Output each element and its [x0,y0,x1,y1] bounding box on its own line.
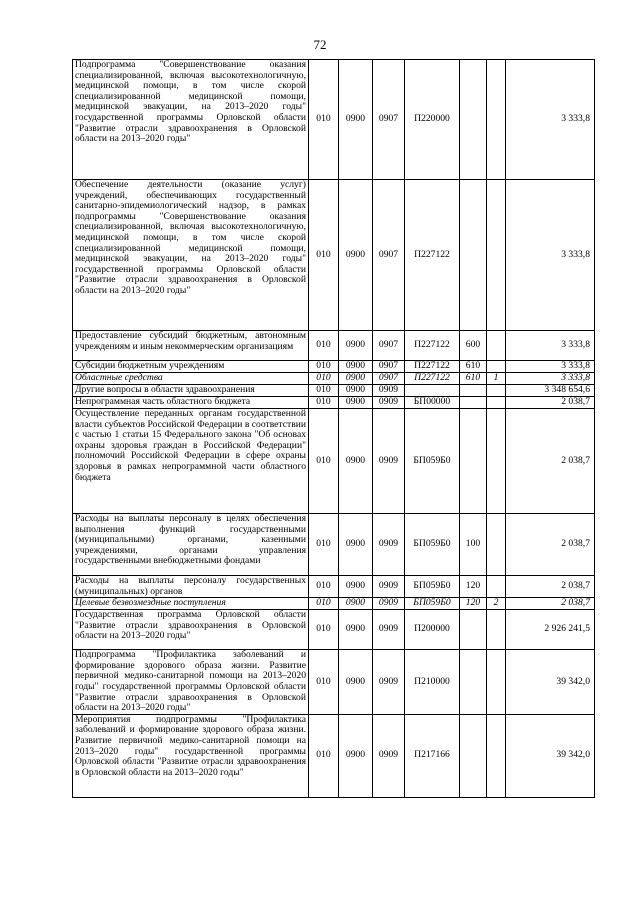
section-code: 0900 [339,373,373,385]
ministry-code: 010 [309,60,339,180]
subsection-code: 0907 [373,373,405,385]
target-article-code: БП059Б0 [405,514,460,576]
target-article-code: П210000 [405,650,460,715]
table-row [73,331,595,361]
section-code: 0900 [339,60,373,180]
ministry-code: 010 [309,385,339,397]
amount-value: 2 038,7 [506,598,595,610]
funding-source-code [487,409,506,514]
ministry-code: 010 [309,576,339,598]
ministry-code: 010 [309,514,339,576]
section-code: 0900 [339,409,373,514]
expense-type-code [460,60,487,180]
funding-source-code [487,714,506,797]
expense-type-code: 610 [460,373,487,385]
table-row [73,361,595,373]
amount-value: 2 038,7 [506,409,595,514]
ministry-code: 010 [309,598,339,610]
target-article-code [405,385,460,397]
expense-type-code [460,385,487,397]
section-code: 0900 [339,598,373,610]
subsection-code: 0907 [373,180,405,331]
ministry-code: 010 [309,610,339,650]
subsection-code: 0909 [373,714,405,797]
subsection-code: 0909 [373,514,405,576]
table-row [73,373,595,385]
ministry-code: 010 [309,650,339,715]
funding-source-code: 1 [487,373,506,385]
expense-type-code [460,610,487,650]
funding-source-code [487,397,506,409]
subsection-code: 0909 [373,598,405,610]
subsection-code: 0907 [373,331,405,361]
expense-type-code: 100 [460,514,487,576]
target-article-code: БП059Б0 [405,409,460,514]
subsection-code: 0909 [373,650,405,715]
section-code: 0900 [339,576,373,598]
amount-value: 3 333,8 [506,331,595,361]
target-article-code: П227122 [405,361,460,373]
budget-table [72,59,595,798]
section-code: 0900 [339,514,373,576]
subsection-code: 0909 [373,385,405,397]
row-description: Другие вопросы в области здравоохранения [73,385,309,397]
section-code: 0900 [339,361,373,373]
amount-value: 3 333,8 [506,373,595,385]
subsection-code: 0909 [373,409,405,514]
expense-type-code: 120 [460,598,487,610]
table-row [73,409,595,514]
funding-source-code [487,514,506,576]
section-code: 0900 [339,610,373,650]
row-description: Предоставление субсидий бюджетным, автономным учреждениям и иным некоммерческим организациям [73,331,309,361]
table-row [73,714,595,797]
row-description: Целевые безвозмездные поступления [73,598,309,610]
funding-source-code: 2 [487,598,506,610]
funding-source-code [487,331,506,361]
row-description: Государственная программа Орловской области "Развитие отрасли здравоохранения в Орловской области на 2013–2020 годы" [73,610,309,650]
section-code: 0900 [339,385,373,397]
table-row [73,60,595,180]
subsection-code: 0907 [373,60,405,180]
row-description: Мероприятия подпрограммы "Профилактика заболеваний и формирование здорового образа жизни. Развитие первичной медико-санитарной помощи на 2013–2020 годы" государственной программы Орловской области "Развитие отрасли здравоохранения в Орловской области на 2013–2020 годы" [73,714,309,797]
row-description: Областные средства [73,373,309,385]
subsection-code: 0909 [373,576,405,598]
subsection-code: 0909 [373,397,405,409]
funding-source-code [487,361,506,373]
amount-value: 3 333,8 [506,60,595,180]
table-row [73,180,595,331]
expense-type-code [460,180,487,331]
table-row [73,576,595,598]
target-article-code: БП059Б0 [405,576,460,598]
table-body [73,60,595,798]
expense-type-code [460,714,487,797]
table-row [73,385,595,397]
amount-value: 3 333,8 [506,361,595,373]
target-article-code: П227122 [405,373,460,385]
target-article-code: П217166 [405,714,460,797]
expense-type-code [460,409,487,514]
ministry-code: 010 [309,714,339,797]
row-description: Подпрограмма "Профилактика заболеваний и формирование здорового образа жизни. Развитие первичной медико-санитарной помощи на 2013–2020 годы" государственной программы Орловской области "Развитие отрасли здравоохранения в Орловской области на 2013–2020 годы" [73,650,309,715]
ministry-code: 010 [309,397,339,409]
funding-source-code [487,60,506,180]
subsection-code: 0909 [373,610,405,650]
amount-value: 3 348 654,6 [506,385,595,397]
amount-value: 3 333,8 [506,180,595,331]
subsection-code: 0907 [373,361,405,373]
expense-type-code [460,650,487,715]
amount-value: 2 038,7 [506,514,595,576]
expense-type-code: 120 [460,576,487,598]
target-article-code: П227122 [405,180,460,331]
expense-type-code: 610 [460,361,487,373]
expense-type-code [460,397,487,409]
section-code: 0900 [339,180,373,331]
page-number: 72 [313,37,327,52]
table-row [73,650,595,715]
amount-value: 39 342,0 [506,650,595,715]
funding-source-code [487,385,506,397]
table-row [73,514,595,576]
table-row [73,598,595,610]
row-description: Расходы на выплаты персоналу в целях обеспечения выполнения функций государственными (муниципальными) органами, казенными учреждениями, органами управления государственными внебюджетными фондами [73,514,309,576]
target-article-code: БП00000 [405,397,460,409]
row-description: Обеспечение деятельности (оказание услуг) учреждений, обеспечивающих государственный санитарно-эпидемиологический надзор, в рамках подпрограммы "Совершенствование оказания специализированной, включая высокотехнологичную, медицинской помощи, в том числе скорой специализированной медицинской помощи, медицинской эвакуации, на 2013–2020 годы" государственной программы Орловской области "Развитие отрасли здравоохранения в Орловской области на 2013–2020 годы" [73,180,309,331]
target-article-code: П200000 [405,610,460,650]
table-row [73,397,595,409]
amount-value: 2 926 241,5 [506,610,595,650]
ministry-code: 010 [309,373,339,385]
ministry-code: 010 [309,409,339,514]
funding-source-code [487,610,506,650]
funding-source-code [487,180,506,331]
target-article-code: П220000 [405,60,460,180]
row-description: Непрограммная часть областного бюджета [73,397,309,409]
row-description: Субсидии бюджетным учреждениям [73,361,309,373]
section-code: 0900 [339,650,373,715]
expense-type-code: 600 [460,331,487,361]
table-row [73,610,595,650]
ministry-code: 010 [309,331,339,361]
amount-value: 2 038,7 [506,576,595,598]
target-article-code: БП059Б0 [405,598,460,610]
section-code: 0900 [339,397,373,409]
row-description: Расходы на выплаты персоналу государственных (муниципальных) органов [73,576,309,598]
row-description: Осуществление переданных органам государственной власти субъектов Российской Федерации в соответствии с частью 1 статьи 15 Федерального закона "Об основах охраны здоровья граждан в Российской Федерации" полномочий Российской Федерации в сфере охраны здоровья в рамках непрограммной части областного бюджета [73,409,309,514]
ministry-code: 010 [309,361,339,373]
funding-source-code [487,650,506,715]
target-article-code: П227122 [405,331,460,361]
amount-value: 2 038,7 [506,397,595,409]
ministry-code: 010 [309,180,339,331]
section-code: 0900 [339,714,373,797]
funding-source-code [487,576,506,598]
amount-value: 39 342,0 [506,714,595,797]
section-code: 0900 [339,331,373,361]
row-description: Подпрограмма "Совершенствование оказания специализированной, включая высокотехнологичную, медицинской помощи, в том числе скорой специализированной медицинской помощи, медицинской эвакуации, на 2013–2020 годы" государственной программы Орловской области "Развитие отрасли здравоохранения в Орловской области на 2013–2020 годы" [73,60,309,180]
